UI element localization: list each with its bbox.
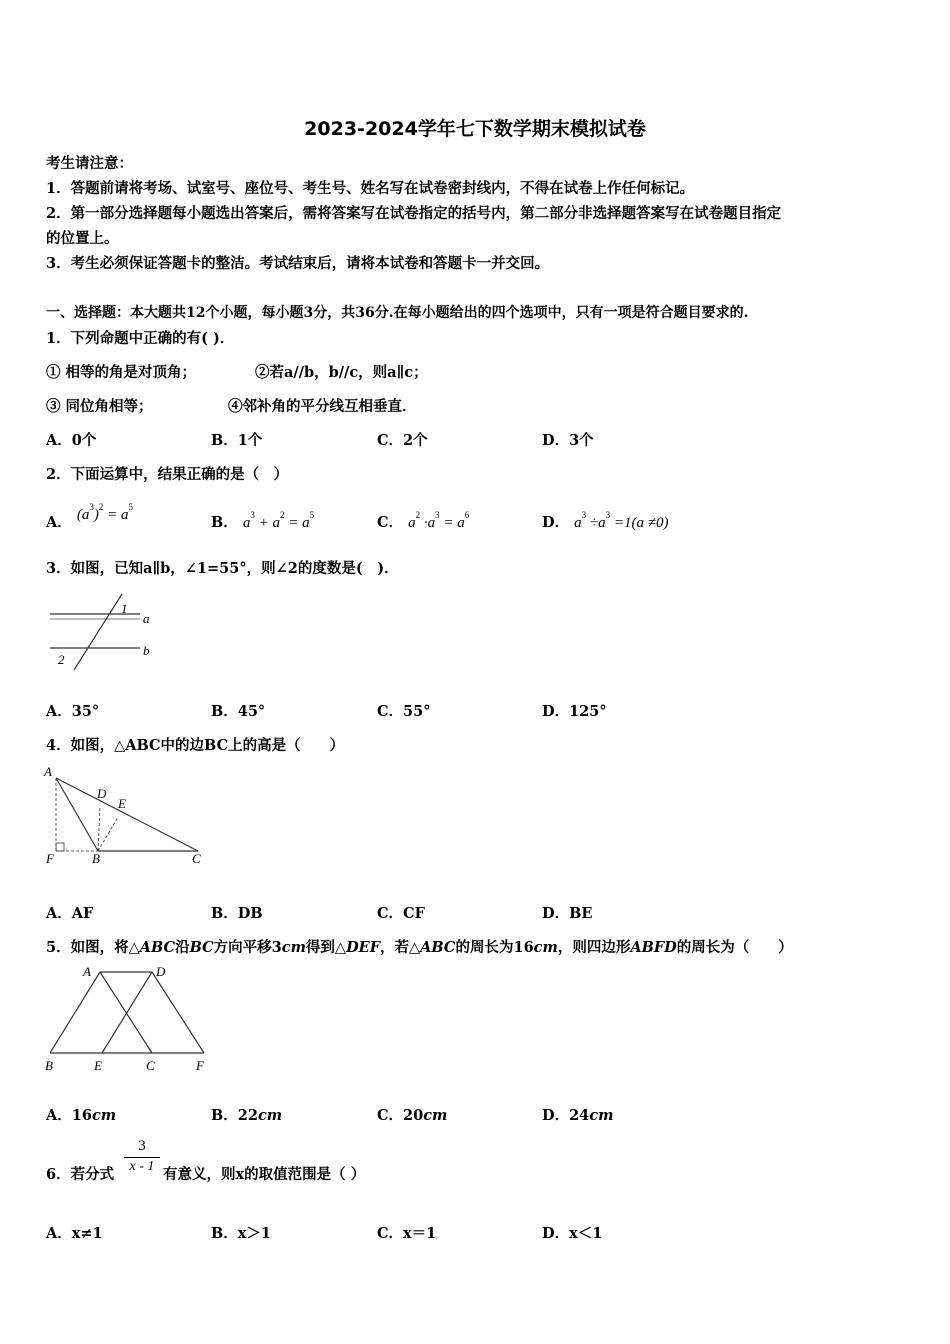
q5-option-c: C．20cm [377,1107,448,1124]
q6-fraction [124,1138,160,1175]
line-b-label: b [143,643,150,658]
point-a-label: A [83,964,91,979]
q4-option-b: B．DB [211,905,263,922]
q3-figure [44,590,164,675]
notice-item-3: 3．考生必须保证答题卡的整洁。考试结束后，请将本试卷和答题卡一并交回。 [46,255,550,272]
point-e-label: E [118,796,126,811]
q5-figure [40,960,220,1078]
q4-stem: 4．如图，△ABC中的边BC上的高是（ ） [46,737,345,754]
q3-option-a: A．35° [46,703,100,720]
q1-statement-1: ① 相等的角是对顶角； [46,364,197,381]
notice-item-1: 1．答题前请将考场、试室号、座位号、考生号、姓名写在试卷密封线内，不得在试卷上作任何标记。 [46,180,695,197]
q4-option-d: D．BE [542,905,593,922]
q1-statement-3: ③ 同位角相等； [46,398,153,415]
q4-option-a: A．AF [46,905,94,922]
point-e-label: E [94,1058,102,1073]
q6-option-d: D．x＜1 [542,1225,603,1242]
q6-option-a: A．x≠1 [46,1225,103,1242]
q2-option-d-label: D． [542,514,570,531]
q2-stem: 2．下面运算中，结果正确的是（ ） [46,466,289,483]
section-heading: 一、选择题：本大题共12个小题，每小题3分，共36分.在每小题给出的四个选项中，只有一项是符合题目要求的. [46,305,749,321]
q2-option-c [377,510,469,532]
q2-option-d-expr: $a^3 \div a^3 =1(a \ne 0)$ [574,510,669,531]
q3-option-d: D．125° [542,703,607,720]
segment-be [98,817,118,851]
q6-denominator: x - 1 [129,1159,155,1174]
q6-option-b: B．x＞1 [211,1225,271,1242]
q4-option-c: C．CF [377,905,425,922]
q2-option-d [542,510,668,532]
q1-statement-4: ④邻补角的平分线互相垂直． [228,398,417,415]
q1-stem: 1．下列命题中正确的有( )． [46,330,235,347]
point-b-label: B [45,1058,53,1073]
q1-option-d: D．3个 [542,432,594,449]
q6-numerator: 3 [124,1138,160,1158]
point-d-label: D [156,964,166,979]
q2-option-a-label: A． [46,514,72,531]
q2-option-c-label: C． [377,514,404,531]
angle-1-label: 1 [121,601,128,616]
page-title: 2023-2024学年七下数学期末模拟试卷 [304,118,646,140]
q2-option-a-expr: $(a^3)^2 = a^5$ [76,502,133,523]
q5-stem: 5．如图，将△ABC沿BC方向平移3cm得到△DEF，若△ABC的周长为16cm，则四边形ABFD的周长为（ ） [46,939,793,956]
point-c-label: C [192,851,201,866]
segment-bd [98,807,100,851]
notice-item-2-cont: 的位置上。 [46,230,119,247]
segment-ab [50,972,100,1053]
transversal [74,594,122,670]
q3-stem: 3．如图，已知a∥b，∠1=55°，则∠2的度数是( )． [46,560,399,577]
q6-suffix: 有意义，则x的取值范围是（ ） [163,1166,366,1183]
q1-option-b: B．1个 [211,432,263,449]
q2-option-b-expr: $a^3 + a^2 = a^5$ [242,510,315,531]
q1-option-a: A．0个 [46,432,97,449]
q1-option-c: C．2个 [377,432,428,449]
angle-2-label: 2 [58,652,65,667]
segment-df [152,972,204,1053]
point-c-label: C [146,1058,155,1073]
q1-statement-2: ②若a//b，b//c，则a∥c； [255,364,428,381]
notice-item-2: 2．第一部分选择题每小题选出答案后，需将答案写在试卷指定的括号内，第二部分非选择题答案写在试卷题目指定 [46,205,782,222]
point-b-label: B [92,851,100,866]
q2-option-b [211,510,314,532]
q6-option-c: C．x＝1 [377,1225,437,1242]
q6-prefix: 6．若分式 [46,1166,115,1183]
q2-option-c-expr: $a^2 \cdot a^3 = a^6$ [408,510,470,531]
q5-option-d: D．24cm [542,1107,614,1124]
point-f-label: F [46,851,54,866]
notice-heading: 考生请注意： [46,155,133,172]
q5-option-a: A．16cm [46,1107,117,1124]
point-d-label: D [97,786,107,801]
q3-option-c: C．55° [377,703,431,720]
line-a-label: a [143,611,150,626]
q5-option-b: B．22cm [211,1107,283,1124]
q4-figure [40,762,220,872]
q2-option-b-label: B． [211,514,238,531]
q3-option-b: B．45° [211,703,266,720]
point-f-label: F [196,1058,204,1073]
right-angle-mark [56,843,64,851]
point-a-label: A [44,764,52,779]
q2-option-a [46,502,133,532]
